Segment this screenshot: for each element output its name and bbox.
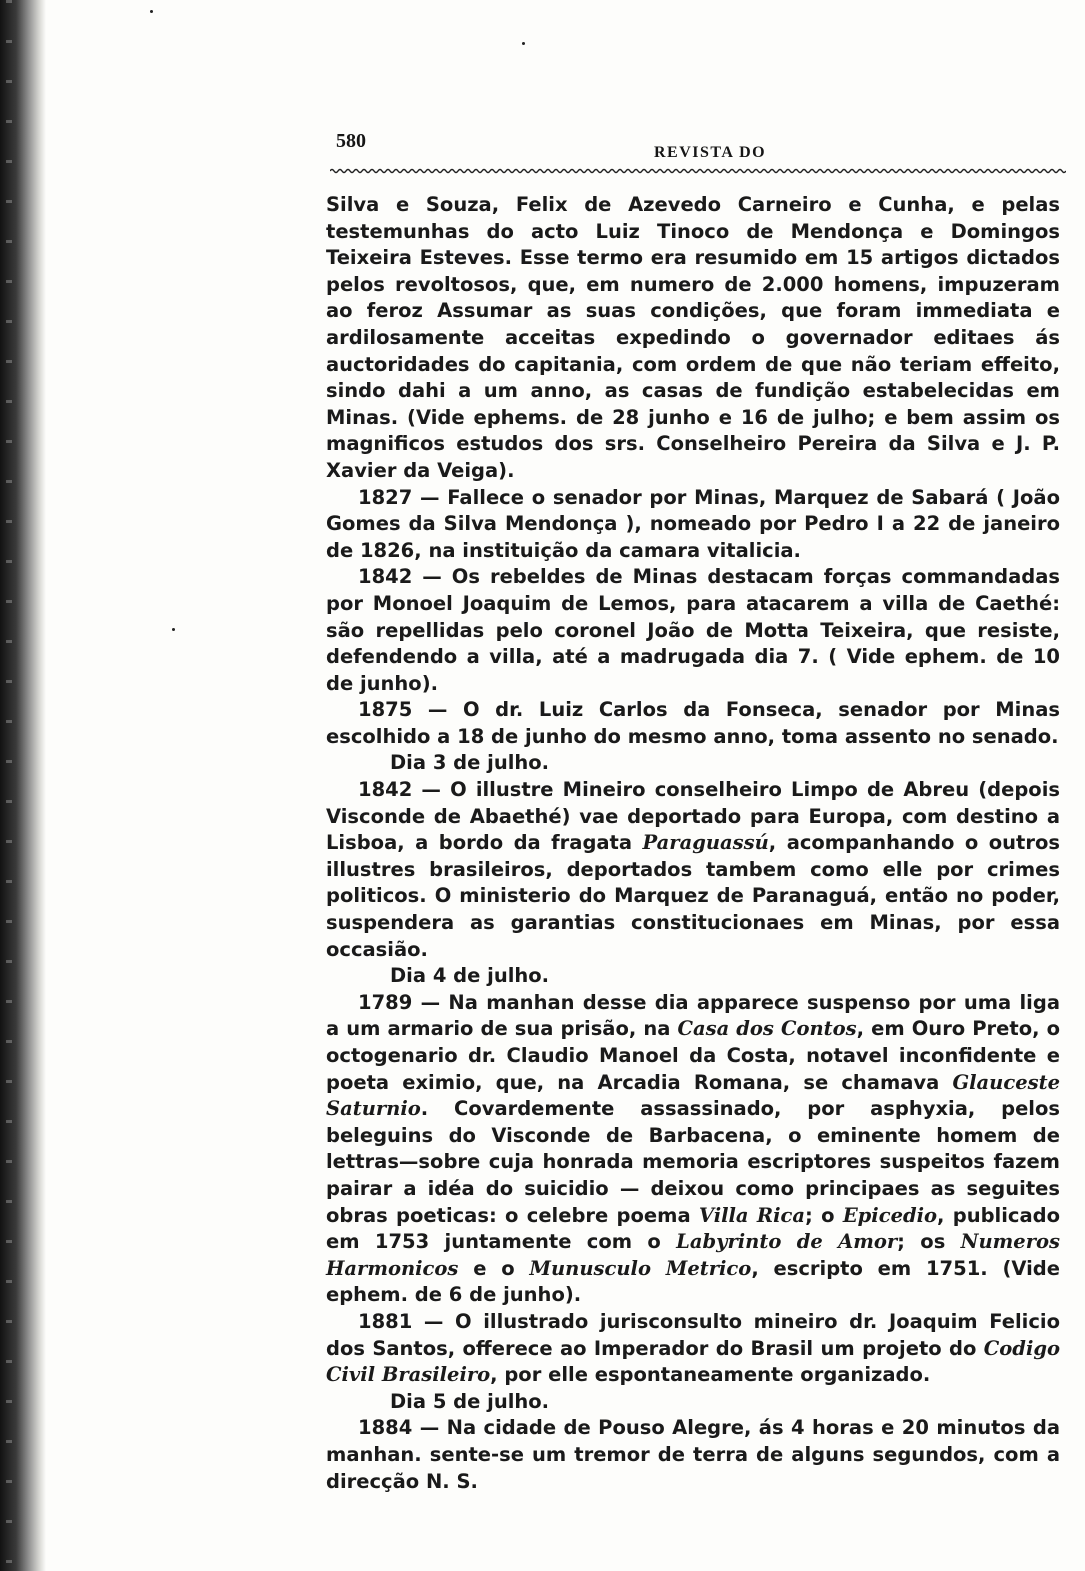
day-heading-3: Dia 3 de julho. bbox=[390, 751, 550, 775]
paragraph-continuation: Silva e Souza, Felix de Azevedo Carneiro e Cunha, e pelas testemunhas do acto Luiz Tinoco de Mendonça e Domingos Teixeira Esteves. Esse termo era resumido em 15 artigos dictados pelos revoltosos, que, em numero de 2.000 homens, impuzeram ao feroz Assumar as suas condições, que foram immediata e ardilosamente acceitas expedindo o governador editaes ás auctoridades do capitania, com ordem de que não teriam effeito, sindo dahi a um anno, as casas de fundição estabelecidas em Minas. (Vide ephems. de 28 junho e 16 de julho; e bem assim os magnificos estudos dos srs. Conselheiro Pereira da Silva e J. P. Xavier da Veiga). bbox=[326, 193, 1060, 482]
entry-1842-rebels: 1842 — Os rebeldes de Minas destacam forças commandadas por Monoel Joaquim de Lemos, para atacarem a villa de Caethé: são repellidas pelo coronel João de Motta Teixeira, que resiste, defendendo a villa, até a madrugada dia 7. ( Vide ephem. de 10 de junho). bbox=[326, 565, 1060, 695]
entry-1881: 1881 — O illustrado jurisconsulto mineiro dr. Joaquim Felicio dos Santos, offerece ao Imperador do Brasil um projeto do Codigo Civil Brasileiro, por elle espontaneamente organizado. bbox=[326, 1309, 1060, 1387]
book-spine-shadow bbox=[0, 0, 46, 1571]
header-rule bbox=[330, 168, 1066, 174]
page-header bbox=[336, 130, 1062, 170]
entry-1884: 1884 — Na cidade de Pouso Alegre, ás 4 horas e 20 minutos da manhan. sente-se um tremor de terra de alguns segundos, com a direcção N. S. bbox=[326, 1416, 1060, 1493]
entry-1842-limpo-de-abreu: 1842 — O illustre Mineiro conselheiro Limpo de Abreu (depois Visconde de Abaethé) vae deportado para Europa, com destino a Lisboa, a bordo da fragata Paraguassú, acompanhando o outros illustres brasileiros, deportados tambem como elle por crimes politicos. O ministerio do Marquez de Paranaguá, então no poder, suspendera as garantias constitucionaes em Minas, por essa occasião. bbox=[326, 778, 1060, 961]
print-speck bbox=[150, 10, 153, 13]
day-heading-5: Dia 5 de julho. bbox=[390, 1389, 550, 1413]
entry-1789: 1789 — Na manhan desse dia apparece suspenso por uma liga a um armario de sua prisão, na Casa dos Contos, em Ouro Preto, o octogenario dr. Claudio Manoel da Costa, notavel inconfidente e poeta eximio, que, na Arcadia Romana, se chamava Glauceste Saturnio. Covardemente assassinado, por asphyxia, pelos beleguins do Visconde de Barbacena, o eminente homem de lettras—sobre cuja honrada memoria escriptores suspeitos fazem pairar a idéa do suicidio — deixou como principaes as seguites obras poeticas: o celebre poema Villa Rica; o Epicedio, publicado em 1753 juntamente com o Labyrinto de Amor; os Numeros Harmonicos e o Munusculo Metrico, escripto em 1751. (Vide ephem. de 6 de junho). bbox=[326, 990, 1060, 1307]
running-head: REVISTA DO bbox=[654, 144, 767, 161]
entry-1875: 1875 — O dr. Luiz Carlos da Fonseca, senador por Minas escolhido a 18 de junho do mesmo anno, toma assento no senado. bbox=[326, 698, 1060, 748]
print-speck bbox=[172, 628, 175, 631]
print-speck bbox=[522, 42, 525, 45]
day-heading-4: Dia 4 de julho. bbox=[390, 964, 550, 988]
entry-1827: 1827 — Fallece o senador por Minas, Marquez de Sabará ( João Gomes da Silva Mendonça ), nomeado por Pedro I a 22 de janeiro de 1826, na instituição da camara vitalicia. bbox=[326, 485, 1060, 562]
page-body bbox=[326, 192, 1060, 1495]
page-number: 580 bbox=[336, 130, 366, 152]
